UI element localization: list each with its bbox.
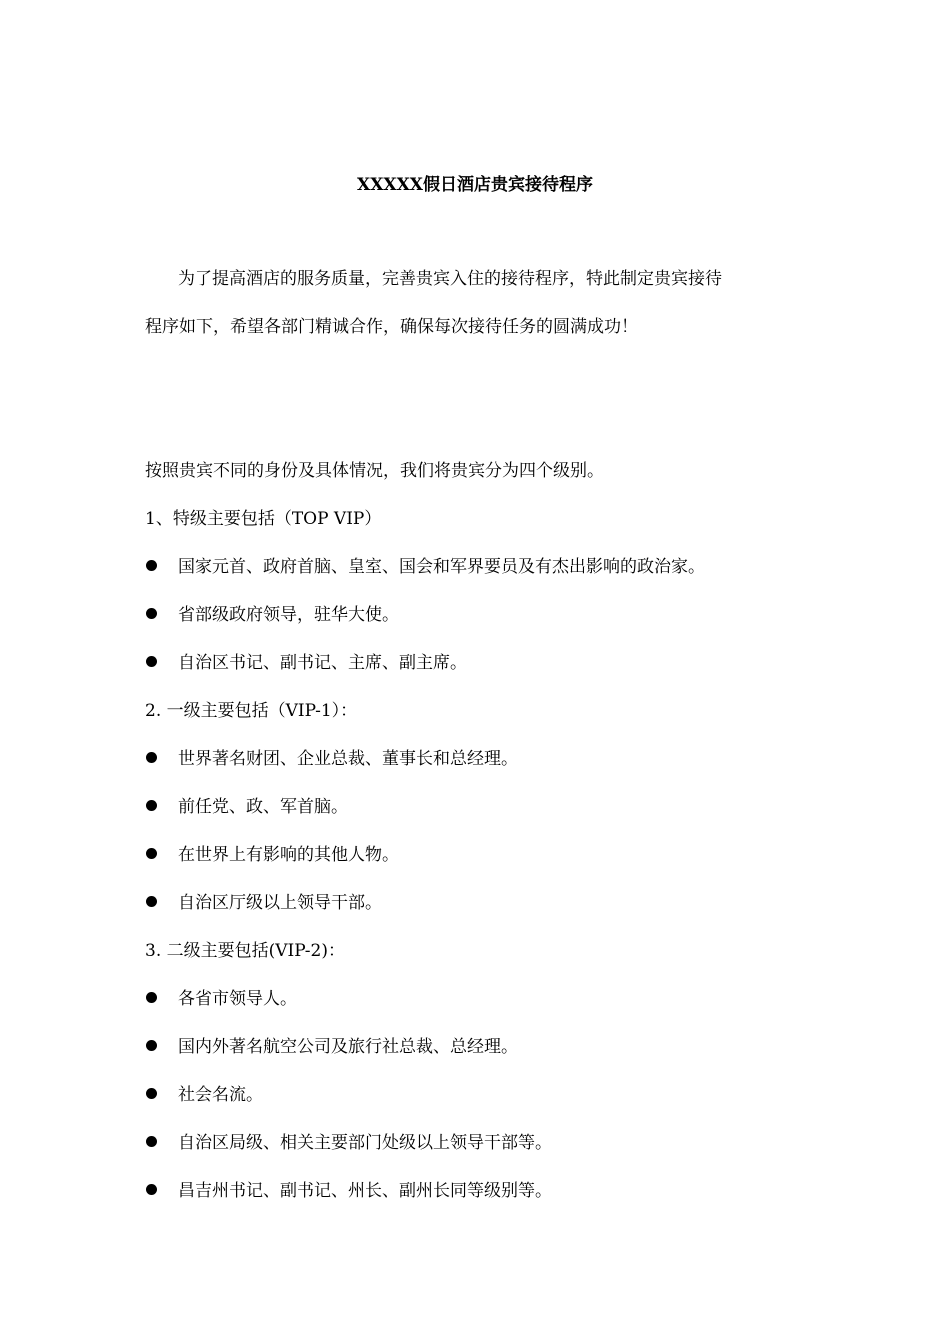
list-item (145, 1082, 263, 1108)
list-item-text: 自治区厅级以上领导干部。 (178, 893, 382, 913)
level-heading-vip-1: 2. 一级主要包括（VIP-1）： (145, 701, 358, 721)
list-item-text: 自治区书记、副书记、主席、副主席。 (178, 653, 467, 673)
list-item (145, 986, 297, 1012)
classification-intro: 按照贵宾不同的身份及具体情况，我们将贵宾分为四个级别。 (145, 461, 604, 481)
list-item-text: 自治区局级、相关主要部门处级以上领导干部等。 (178, 1133, 552, 1153)
list-item-text: 前任党、政、军首脑。 (178, 797, 348, 817)
bullet-icon (146, 560, 157, 571)
list-item (145, 1130, 552, 1156)
bullet-icon (146, 608, 157, 619)
list-item (145, 1034, 518, 1060)
bullet-icon (146, 752, 157, 763)
bullet-icon (146, 896, 157, 907)
bullet-icon (146, 656, 157, 667)
list-item-text: 各省市领导人。 (178, 989, 297, 1009)
bullet-icon (146, 800, 157, 811)
document-title: XXXXX假日酒店贵宾接待程序 (357, 175, 593, 195)
intro-paragraph (145, 264, 810, 343)
level-heading-top-vip: 1、特级主要包括（TOP VIP） (145, 509, 382, 529)
intro-line-2: 程序如下，希望各部门精诚合作，确保每次接待任务的圆满成功！ (145, 317, 638, 337)
list-item (145, 602, 399, 628)
bullet-icon (146, 848, 157, 859)
list-item-text: 社会名流。 (178, 1085, 263, 1105)
list-item (145, 842, 399, 868)
bullet-icon (146, 992, 157, 1003)
level-heading-vip-2: 3. 二级主要包括(VIP-2)： (145, 941, 345, 961)
list-item-text: 省部级政府领导，驻华大使。 (178, 605, 399, 625)
bullet-icon (146, 1040, 157, 1051)
list-item (145, 1178, 552, 1204)
list-item-text: 昌吉州书记、副书记、州长、副州长同等级别等。 (178, 1181, 552, 1201)
list-item (145, 746, 518, 772)
list-item-text: 世界著名财团、企业总裁、董事长和总经理。 (178, 749, 518, 769)
list-item-text: 国内外著名航空公司及旅行社总裁、总经理。 (178, 1037, 518, 1057)
list-item (145, 650, 467, 676)
bullet-icon (146, 1184, 157, 1195)
list-item (145, 554, 705, 580)
list-item-text: 国家元首、政府首脑、皇室、国会和军界要员及有杰出影响的政治家。 (178, 557, 705, 577)
intro-line-1: 为了提高酒店的服务质量，完善贵宾入住的接待程序，特此制定贵宾接待 (178, 269, 722, 289)
bullet-icon (146, 1136, 157, 1147)
list-item (145, 890, 382, 916)
bullet-icon (146, 1088, 157, 1099)
list-item-text: 在世界上有影响的其他人物。 (178, 845, 399, 865)
list-item (145, 794, 348, 820)
